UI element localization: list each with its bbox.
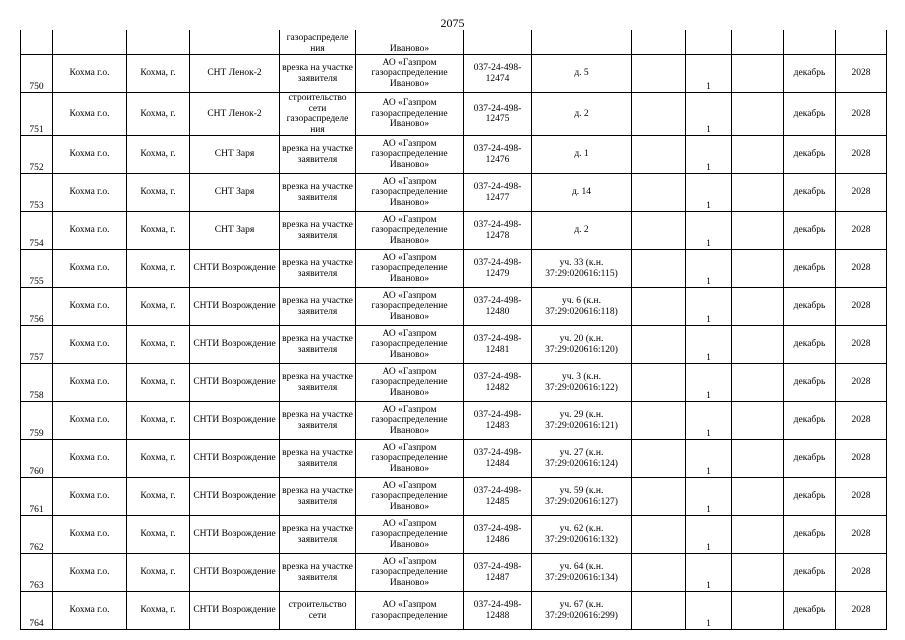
district-cell: Кохма г.о. bbox=[53, 478, 127, 516]
year-cell: 2028 bbox=[836, 288, 887, 326]
row-number-cell: 763 bbox=[21, 554, 53, 592]
table-row bbox=[21, 554, 887, 592]
settlement-cell: СНТИ Возрождение bbox=[190, 478, 280, 516]
organization-cell: АО «Газпром газораспределение Иваново» bbox=[356, 174, 464, 212]
organization-cell: Иваново» bbox=[356, 30, 464, 55]
district-cell: Кохма г.о. bbox=[53, 364, 127, 402]
quantity-cell: 1 bbox=[686, 516, 732, 554]
table-row bbox=[21, 402, 887, 440]
settlement-cell: СНТИ Возрождение bbox=[190, 364, 280, 402]
table-row bbox=[21, 440, 887, 478]
month-cell: декабрь bbox=[784, 592, 836, 630]
object-code-cell: 037-24-498-12480 bbox=[464, 288, 532, 326]
empty-cell bbox=[632, 554, 686, 592]
year-cell: 2028 bbox=[836, 554, 887, 592]
quantity-cell: 1 bbox=[686, 212, 732, 250]
row-number-cell: 764 bbox=[21, 592, 53, 630]
empty-cell bbox=[732, 55, 784, 93]
organization-cell: АО «Газпром газораспределение Иваново» bbox=[356, 250, 464, 288]
object-code-cell: 037-24-498-12483 bbox=[464, 402, 532, 440]
address-cell: уч. 62 (к.н. 37:29:020616:132) bbox=[532, 516, 632, 554]
year-cell: 2028 bbox=[836, 93, 887, 136]
month-cell: декабрь bbox=[784, 364, 836, 402]
month-cell: декабрь bbox=[784, 440, 836, 478]
year-cell: 2028 bbox=[836, 136, 887, 174]
row-number-cell: 750 bbox=[21, 55, 53, 93]
city-cell: Кохма, г. bbox=[127, 554, 190, 592]
year-cell: 2028 bbox=[836, 212, 887, 250]
district-cell: Кохма г.о. bbox=[53, 55, 127, 93]
table-row bbox=[21, 250, 887, 288]
address-cell: уч. 33 (к.н. 37:29:020616:115) bbox=[532, 250, 632, 288]
table-row bbox=[21, 592, 887, 630]
city-cell: Кохма, г. bbox=[127, 93, 190, 136]
organization-cell: АО «Газпром газораспределение Иваново» bbox=[356, 136, 464, 174]
work-type-cell: газораспределе ния bbox=[280, 30, 356, 55]
month-cell: декабрь bbox=[784, 55, 836, 93]
quantity-cell: 1 bbox=[686, 478, 732, 516]
empty-cell bbox=[632, 212, 686, 250]
work-type-cell: строительство сети газораспределе ния bbox=[280, 93, 356, 136]
address-cell: уч. 64 (к.н. 37:29:020616:134) bbox=[532, 554, 632, 592]
month-cell: декабрь bbox=[784, 93, 836, 136]
row-number-cell: 755 bbox=[21, 250, 53, 288]
month-cell: декабрь bbox=[784, 478, 836, 516]
address-cell: д. 2 bbox=[532, 212, 632, 250]
settlement-cell: СНТ Ленок-2 bbox=[190, 93, 280, 136]
organization-cell: АО «Газпром газораспределение Иваново» bbox=[356, 288, 464, 326]
empty-cell bbox=[732, 136, 784, 174]
object-code-cell: 037-24-498-12486 bbox=[464, 516, 532, 554]
row-number-cell: 759 bbox=[21, 402, 53, 440]
city-cell: Кохма, г. bbox=[127, 55, 190, 93]
work-type-cell: врезка на участке заявителя bbox=[280, 288, 356, 326]
organization-cell: АО «Газпром газораспределение Иваново» bbox=[356, 402, 464, 440]
month-cell: декабрь bbox=[784, 250, 836, 288]
district-cell: Кохма г.о. bbox=[53, 136, 127, 174]
work-type-cell: строительство сети bbox=[280, 592, 356, 630]
empty-cell bbox=[632, 364, 686, 402]
row-number-cell: 757 bbox=[21, 326, 53, 364]
organization-cell: АО «Газпром газораспределение Иваново» bbox=[356, 478, 464, 516]
organization-cell: АО «Газпром газораспределение Иваново» bbox=[356, 554, 464, 592]
object-code-cell: 037-24-498-12485 bbox=[464, 478, 532, 516]
address-cell: д. 14 bbox=[532, 174, 632, 212]
district-cell: Кохма г.о. bbox=[53, 326, 127, 364]
row-number-cell: 758 bbox=[21, 364, 53, 402]
work-type-cell: врезка на участке заявителя bbox=[280, 402, 356, 440]
year-cell: 2028 bbox=[836, 478, 887, 516]
month-cell: декабрь bbox=[784, 402, 836, 440]
settlement-cell: СНТИ Возрождение bbox=[190, 326, 280, 364]
empty-cell bbox=[732, 440, 784, 478]
object-code-cell: 037-24-498-12487 bbox=[464, 554, 532, 592]
year-cell: 2028 bbox=[836, 592, 887, 630]
organization-cell: АО «Газпром газораспределение Иваново» bbox=[356, 55, 464, 93]
table-row bbox=[21, 478, 887, 516]
empty-cell bbox=[732, 478, 784, 516]
empty-cell bbox=[732, 212, 784, 250]
work-type-cell: врезка на участке заявителя bbox=[280, 174, 356, 212]
year-cell: 2028 bbox=[836, 440, 887, 478]
settlement-cell: СНТИ Возрождение bbox=[190, 592, 280, 630]
empty-cell bbox=[632, 402, 686, 440]
month-cell: декабрь bbox=[784, 174, 836, 212]
month-cell: декабрь bbox=[784, 554, 836, 592]
city-cell: Кохма, г. bbox=[127, 136, 190, 174]
row-number-cell: 753 bbox=[21, 174, 53, 212]
settlement-cell: СНТИ Возрождение bbox=[190, 250, 280, 288]
district-cell: Кохма г.о. bbox=[53, 554, 127, 592]
year-cell: 2028 bbox=[836, 55, 887, 93]
organization-cell: АО «Газпром газораспределение Иваново» bbox=[356, 212, 464, 250]
district-cell: Кохма г.о. bbox=[53, 212, 127, 250]
settlement-cell: СНТИ Возрождение bbox=[190, 440, 280, 478]
table-row bbox=[21, 288, 887, 326]
address-cell: уч. 67 (к.н. 37:29:020616:299) bbox=[532, 592, 632, 630]
work-type-cell: врезка на участке заявителя bbox=[280, 440, 356, 478]
district-cell: Кохма г.о. bbox=[53, 516, 127, 554]
city-cell: Кохма, г. bbox=[127, 516, 190, 554]
district-cell: Кохма г.о. bbox=[53, 288, 127, 326]
city-cell: Кохма, г. bbox=[127, 440, 190, 478]
month-cell: декабрь bbox=[784, 516, 836, 554]
quantity-cell: 1 bbox=[686, 55, 732, 93]
row-number-cell: 752 bbox=[21, 136, 53, 174]
settlement-cell: СНТ Заря bbox=[190, 174, 280, 212]
object-code-cell: 037-24-498-12481 bbox=[464, 326, 532, 364]
city-cell: Кохма, г. bbox=[127, 364, 190, 402]
quantity-cell: 1 bbox=[686, 440, 732, 478]
empty-cell bbox=[732, 554, 784, 592]
month-cell: декабрь bbox=[784, 136, 836, 174]
table-row bbox=[21, 364, 887, 402]
address-cell: уч. 27 (к.н. 37:29:020616:124) bbox=[532, 440, 632, 478]
address-cell: уч. 20 (к.н. 37:29:020616:120) bbox=[532, 326, 632, 364]
quantity-cell: 1 bbox=[686, 326, 732, 364]
object-code-cell: 037-24-498-12482 bbox=[464, 364, 532, 402]
address-cell: д. 2 bbox=[532, 93, 632, 136]
work-type-cell: врезка на участке заявителя bbox=[280, 136, 356, 174]
empty-cell bbox=[632, 174, 686, 212]
city-cell: Кохма, г. bbox=[127, 592, 190, 630]
empty-cell bbox=[732, 93, 784, 136]
month-cell: декабрь bbox=[784, 288, 836, 326]
settlement-cell: СНТ Ленок-2 bbox=[190, 55, 280, 93]
empty-cell bbox=[732, 516, 784, 554]
work-type-cell: врезка на участке заявителя bbox=[280, 478, 356, 516]
city-cell: Кохма, г. bbox=[127, 288, 190, 326]
object-code-cell: 037-24-498-12478 bbox=[464, 212, 532, 250]
table-row bbox=[21, 516, 887, 554]
table-row bbox=[21, 212, 887, 250]
work-type-cell: врезка на участке заявителя bbox=[280, 55, 356, 93]
table-row bbox=[21, 174, 887, 212]
quantity-cell: 1 bbox=[686, 554, 732, 592]
address-cell: д. 5 bbox=[532, 55, 632, 93]
row-number-cell: 756 bbox=[21, 288, 53, 326]
organization-cell: АО «Газпром газораспределение Иваново» bbox=[356, 93, 464, 136]
district-cell: Кохма г.о. bbox=[53, 402, 127, 440]
empty-cell bbox=[632, 250, 686, 288]
empty-cell bbox=[632, 592, 686, 630]
year-cell: 2028 bbox=[836, 516, 887, 554]
district-cell: Кохма г.о. bbox=[53, 440, 127, 478]
table-row bbox=[21, 136, 887, 174]
object-code-cell: 037-24-498-12476 bbox=[464, 136, 532, 174]
work-type-cell: врезка на участке заявителя bbox=[280, 326, 356, 364]
object-code-cell: 037-24-498-12477 bbox=[464, 174, 532, 212]
organization-cell: АО «Газпром газораспределение Иваново» bbox=[356, 516, 464, 554]
address-cell: уч. 59 (к.н. 37:29:020616:127) bbox=[532, 478, 632, 516]
month-cell: декабрь bbox=[784, 326, 836, 364]
empty-cell bbox=[632, 55, 686, 93]
work-type-cell: врезка на участке заявителя bbox=[280, 364, 356, 402]
year-cell: 2028 bbox=[836, 402, 887, 440]
row-number-cell: 751 bbox=[21, 93, 53, 136]
year-cell: 2028 bbox=[836, 326, 887, 364]
work-type-cell: врезка на участке заявителя bbox=[280, 212, 356, 250]
year-cell: 2028 bbox=[836, 250, 887, 288]
year-cell: 2028 bbox=[836, 364, 887, 402]
year-cell: 2028 bbox=[836, 174, 887, 212]
empty-cell bbox=[732, 402, 784, 440]
empty-cell bbox=[732, 364, 784, 402]
city-cell: Кохма, г. bbox=[127, 212, 190, 250]
city-cell: Кохма, г. bbox=[127, 250, 190, 288]
district-cell: Кохма г.о. bbox=[53, 93, 127, 136]
row-number-cell: 761 bbox=[21, 478, 53, 516]
city-cell: Кохма, г. bbox=[127, 402, 190, 440]
quantity-cell: 1 bbox=[686, 250, 732, 288]
organization-cell: АО «Газпром газораспределение bbox=[356, 592, 464, 630]
organization-cell: АО «Газпром газораспределение Иваново» bbox=[356, 364, 464, 402]
empty-cell bbox=[632, 516, 686, 554]
object-code-cell: 037-24-498-12479 bbox=[464, 250, 532, 288]
row-number-cell: 754 bbox=[21, 212, 53, 250]
row-number-cell: 760 bbox=[21, 440, 53, 478]
work-type-cell: врезка на участке заявителя bbox=[280, 554, 356, 592]
quantity-cell: 1 bbox=[686, 592, 732, 630]
organization-cell: АО «Газпром газораспределение Иваново» bbox=[356, 326, 464, 364]
district-cell: Кохма г.о. bbox=[53, 174, 127, 212]
empty-cell bbox=[632, 93, 686, 136]
organization-cell: АО «Газпром газораспределение Иваново» bbox=[356, 440, 464, 478]
city-cell: Кохма, г. bbox=[127, 478, 190, 516]
quantity-cell: 1 bbox=[686, 288, 732, 326]
quantity-cell: 1 bbox=[686, 402, 732, 440]
city-cell: Кохма, г. bbox=[127, 174, 190, 212]
settlement-cell: СНТИ Возрождение bbox=[190, 402, 280, 440]
object-code-cell: 037-24-498-12475 bbox=[464, 93, 532, 136]
district-cell: Кохма г.о. bbox=[53, 592, 127, 630]
settlement-cell: СНТИ Возрождение bbox=[190, 288, 280, 326]
quantity-cell: 1 bbox=[686, 364, 732, 402]
settlement-cell: СНТИ Возрождение bbox=[190, 554, 280, 592]
empty-cell bbox=[632, 326, 686, 364]
city-cell: Кохма, г. bbox=[127, 326, 190, 364]
work-type-cell: врезка на участке заявителя bbox=[280, 250, 356, 288]
table-row bbox=[21, 326, 887, 364]
settlement-cell: СНТИ Возрождение bbox=[190, 516, 280, 554]
address-cell: уч. 3 (к.н. 37:29:020616:122) bbox=[532, 364, 632, 402]
empty-cell bbox=[732, 326, 784, 364]
empty-cell bbox=[732, 174, 784, 212]
object-code-cell: 037-24-498-12484 bbox=[464, 440, 532, 478]
row-number-cell: 762 bbox=[21, 516, 53, 554]
address-cell: уч. 29 (к.н. 37:29:020616:121) bbox=[532, 402, 632, 440]
settlement-cell: СНТ Заря bbox=[190, 136, 280, 174]
settlement-cell: СНТ Заря bbox=[190, 212, 280, 250]
empty-cell bbox=[632, 478, 686, 516]
empty-cell bbox=[732, 592, 784, 630]
empty-cell bbox=[732, 288, 784, 326]
page-number: 2075 bbox=[440, 16, 465, 30]
empty-cell bbox=[632, 288, 686, 326]
district-cell: Кохма г.о. bbox=[53, 250, 127, 288]
quantity-cell: 1 bbox=[686, 93, 732, 136]
quantity-cell: 1 bbox=[686, 174, 732, 212]
object-code-cell: 037-24-498-12488 bbox=[464, 592, 532, 630]
table-row bbox=[21, 55, 887, 93]
work-type-cell: врезка на участке заявителя bbox=[280, 516, 356, 554]
gasification-schedule-table bbox=[20, 30, 887, 630]
continuation-row bbox=[21, 30, 887, 55]
address-cell: уч. 6 (к.н. 37:29:020616:118) bbox=[532, 288, 632, 326]
empty-cell bbox=[632, 440, 686, 478]
table-row bbox=[21, 93, 887, 136]
empty-cell bbox=[732, 250, 784, 288]
object-code-cell: 037-24-498-12474 bbox=[464, 55, 532, 93]
empty-cell bbox=[632, 136, 686, 174]
month-cell: декабрь bbox=[784, 212, 836, 250]
quantity-cell: 1 bbox=[686, 136, 732, 174]
address-cell: д. 1 bbox=[532, 136, 632, 174]
